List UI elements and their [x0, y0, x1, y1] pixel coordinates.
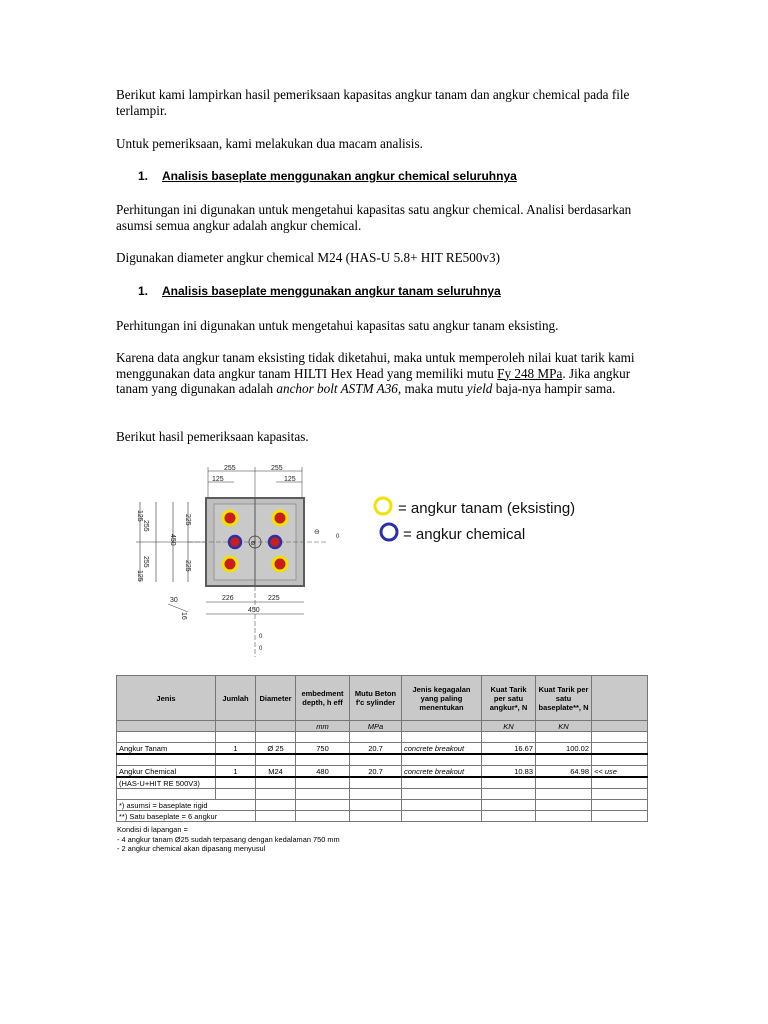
table-cell: 1 [216, 766, 256, 778]
table-cell [296, 732, 350, 743]
intro-paragraph: Berikut kami lampirkan hasil pemeriksaan kapasitas angkur tanam dan angkur chemical pada file terlampir. [116, 87, 630, 118]
table-cell [256, 777, 296, 789]
table-cell [482, 800, 536, 811]
heading-number: 1. [138, 169, 149, 183]
text-run: , maka mutu [397, 381, 467, 397]
table-cell [350, 754, 402, 766]
table-header: Jenis kegagalan yang paling menentukan [402, 676, 482, 721]
field-conditions-notes [117, 825, 340, 854]
unit-cell [256, 721, 296, 732]
table-cell [592, 789, 648, 800]
table-header: Mutu Beton f'c sylinder [350, 676, 402, 721]
table-cell [592, 754, 648, 766]
dim-label: 255 [142, 556, 149, 568]
chemical-description: Perhitungan ini digunakan untuk mengetahui kapasitas satu angkur chemical. Analisi berdasarkan asumsi semua angkur adalah angkur chemical. [116, 202, 632, 233]
table-cell [402, 800, 482, 811]
dim-label: 255 [142, 520, 149, 532]
table-cell [296, 754, 350, 766]
table-cell: 20.7 [350, 743, 402, 755]
table-cell [256, 789, 296, 800]
table-cell: 10.83 [482, 766, 536, 778]
table-cell [296, 789, 350, 800]
table-header: Diameter [256, 676, 296, 721]
heading-cast-in-analysis [138, 284, 501, 298]
table-cell [592, 743, 648, 755]
baseplate-figure [118, 462, 638, 662]
table-cell: (HAS-U+HIT RE 500V3) [117, 777, 216, 789]
table-cell [482, 732, 536, 743]
use-marker: << use [592, 766, 648, 778]
table-cell: Ø 25 [256, 743, 296, 755]
notes-line: - 2 angkur chemical akan dipasang menyusul [117, 844, 266, 853]
table-cell [402, 754, 482, 766]
table-row [117, 777, 648, 789]
dim-label: 226 [222, 595, 234, 602]
dim-label: 225 [184, 560, 191, 572]
table-cell [402, 777, 482, 789]
table-cell: 100.02 [536, 743, 592, 755]
table-header [592, 676, 648, 721]
text-run: . Jika angkur tanam yang digunakan adalah [116, 365, 631, 397]
svg-text:0: 0 [259, 634, 263, 640]
heading-chemical-analysis [138, 169, 517, 183]
svg-text:0: 0 [259, 646, 263, 652]
table-cell [536, 789, 592, 800]
unit-cell: KN [482, 721, 536, 732]
chemical-anchor [229, 536, 241, 548]
table-row [117, 743, 648, 755]
table-cell [350, 789, 402, 800]
table-cell [592, 811, 648, 822]
unit-cell: mm [296, 721, 350, 732]
table-cell [117, 732, 216, 743]
notes-line: - 4 angkur tanam Ø25 sudah terpasang dengan kedalaman 750 mm [117, 834, 340, 844]
table-cell [482, 754, 536, 766]
table-cell [256, 800, 296, 811]
table-row [117, 754, 648, 766]
table-cell [350, 732, 402, 743]
table-cell [536, 800, 592, 811]
table-cell [482, 777, 536, 789]
text-run: baja-nya hampir sama. [492, 381, 616, 397]
table-cell: 480 [296, 766, 350, 778]
fy-value: Fy 248 MPa [497, 365, 563, 381]
cast-in-anchor [223, 511, 237, 525]
table-footnote: **) Satu baseplate = 6 angkur [117, 811, 256, 822]
table-cell: Angkur Chemical [117, 766, 216, 778]
chemical-anchor [269, 536, 281, 548]
legend-yellow-marker [375, 498, 391, 514]
text-run: Karena data angkur tanam eksisting tidak diketahui, maka untuk memperoleh nilai kuat tarik kami menggunakan data angkur tanam HILTI Hex Head yang memiliki mutu [116, 350, 635, 381]
dim-label: 125 [136, 510, 143, 522]
table-cell: 16.67 [482, 743, 536, 755]
table-cell [296, 777, 350, 789]
table-cell: 64.98 [536, 766, 592, 778]
chemical-diameter-text: Digunakan diameter angkur chemical M24 (HAS-U 5.8+ HIT RE500v3) [116, 250, 501, 265]
table-cell [117, 789, 216, 800]
table-cell [256, 811, 296, 822]
table-cell [592, 777, 648, 789]
dim-label: 125 [284, 476, 296, 483]
unit-cell [216, 721, 256, 732]
table-cell [296, 811, 350, 822]
unit-cell [592, 721, 648, 732]
dim-label: 450 [169, 534, 176, 546]
table-header: Kuat Tarik per satu baseplate**, N [536, 676, 592, 721]
table-cell [536, 754, 592, 766]
svg-text:⊖: ⊖ [314, 529, 320, 536]
table-cell [216, 754, 256, 766]
table-cell [256, 732, 296, 743]
table-header: Kuat Tarik per satu angkur*, N [482, 676, 536, 721]
table-cell: concrete breakout [402, 766, 482, 778]
table-cell [592, 800, 648, 811]
table-cell: 20.7 [350, 766, 402, 778]
table-cell [536, 777, 592, 789]
table-cell [216, 777, 256, 789]
cast-in-description: Perhitungan ini digunakan untuk mengetahui kapasitas satu angkur tanam eksisting. [116, 318, 559, 333]
legend-blue-label: = angkur chemical [403, 526, 526, 543]
dim-label: 125 [136, 570, 143, 582]
anchor-bolt-term: anchor bolt ASTM A36 [276, 381, 398, 397]
unit-cell [117, 721, 216, 732]
dim-label: 225 [268, 595, 280, 602]
table-cell [402, 789, 482, 800]
table-row [117, 800, 648, 811]
table-cell [296, 800, 350, 811]
capacity-table [116, 675, 648, 822]
cast-in-anchor [223, 557, 237, 571]
yield-term: yield [466, 381, 493, 397]
cast-in-anchor [273, 557, 287, 571]
table-header: Jenis [117, 676, 216, 721]
table-cell [402, 811, 482, 822]
dim-label: 255 [271, 465, 283, 472]
heading-number: 1. [138, 284, 149, 298]
unit-cell: MPa [350, 721, 402, 732]
table-cell [482, 811, 536, 822]
unit-cell: KN [536, 721, 592, 732]
table-header: Jumlah [216, 676, 256, 721]
dim-label: 125 [212, 476, 224, 483]
table-cell: concrete breakout [402, 743, 482, 755]
table-cell [536, 732, 592, 743]
unit-cell [402, 721, 482, 732]
dim-label: 450 [248, 607, 260, 614]
table-row [117, 732, 648, 743]
table-header: embedment depth, h eff [296, 676, 350, 721]
table-cell [350, 777, 402, 789]
table-header-row [117, 676, 648, 721]
analysis-intro: Untuk pemeriksaan, kami melakukan dua macam analisis. [116, 136, 423, 151]
heading-title: Analisis baseplate menggunakan angkur tanam seluruhnya [162, 284, 501, 298]
table-cell: 1 [216, 743, 256, 755]
legend-yellow-label: = angkur tanam (eksisting) [398, 500, 576, 517]
table-footnote: *) asumsi = baseplate rigid [117, 800, 256, 811]
heading-title: Analisis baseplate menggunakan angkur chemical seluruhnya [162, 169, 517, 183]
notes-title: Kondisi di lapangan = [117, 825, 188, 834]
table-cell [536, 811, 592, 822]
dim-label: 255 [224, 465, 236, 472]
cast-in-anchor [273, 511, 287, 525]
table-cell [402, 732, 482, 743]
table-cell [216, 789, 256, 800]
table-cell: Angkur Tanam [117, 743, 216, 755]
table-cell [117, 754, 216, 766]
table-cell [350, 800, 402, 811]
dim-label: 30 [170, 597, 178, 604]
svg-text:0: 0 [336, 534, 340, 540]
table-unit-row [117, 721, 648, 732]
dim-label: 225 [184, 514, 191, 526]
table-row [117, 789, 648, 800]
svg-text:Ø: Ø [251, 541, 255, 547]
cast-in-data-paragraph [116, 350, 656, 397]
table-cell: 750 [296, 743, 350, 755]
table-row [117, 811, 648, 822]
table-cell [482, 789, 536, 800]
table-cell [592, 732, 648, 743]
table-cell [350, 811, 402, 822]
results-intro: Berikut hasil pemeriksaan kapasitas. [116, 429, 309, 444]
table-row [117, 766, 648, 778]
table-cell: M24 [256, 766, 296, 778]
dim-label: 16 [180, 612, 187, 620]
table-cell [256, 754, 296, 766]
legend-blue-marker [381, 524, 397, 540]
table-cell [216, 732, 256, 743]
